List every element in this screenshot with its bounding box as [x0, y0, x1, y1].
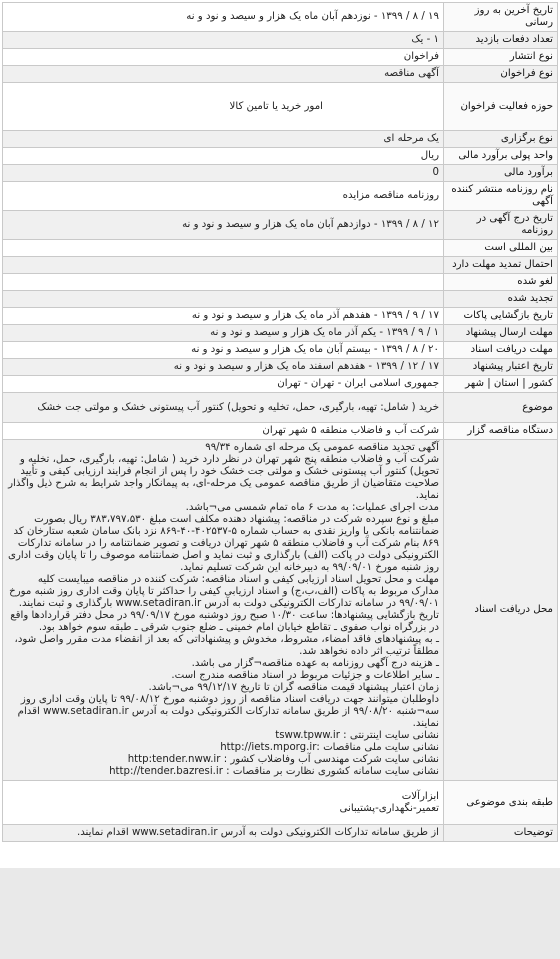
row-last-update	[3, 3, 558, 32]
row-category	[3, 781, 558, 825]
receive-place-value	[3, 440, 444, 781]
row-submission-deadline	[3, 325, 558, 342]
international-value	[3, 240, 444, 257]
newspaper-date-value: ۱۲ / ۸ / ۱۳۹۹ - دوازدهم آبان ماه یک هزار و سیصد و نود و نه	[3, 211, 444, 240]
cancelled-label: لغو شده	[444, 274, 558, 291]
currency-unit-label: واحد پولی برآورد مالی	[444, 148, 558, 165]
newspaper-label: نام روزنامه منتشر کننده آگهی	[444, 182, 558, 211]
row-subject	[3, 393, 558, 423]
call-type-value: آگهی مناقصه	[3, 66, 444, 83]
submission-deadline-value: ۱ / ۹ / ۱۳۹۹ - یکم آذر ماه یک هزار و سیصد و نود و نه	[3, 325, 444, 342]
row-cancelled	[3, 274, 558, 291]
website-line: نشانی سایت شرکت مهندسی آب وفاضلاب کشور : http:tender.nww.ir	[127, 754, 439, 765]
validity-date-value: ۱۷ / ۱۲ / ۱۳۹۹ - هفدهم اسفند ماه یک هزار و سیصد و نود و نه	[3, 359, 444, 376]
row-newspaper-date	[3, 211, 558, 240]
cancelled-value	[3, 274, 444, 291]
website-line: نشانی سایت اینترنتی : tsww.tpww.ir	[275, 730, 439, 741]
announcement-line: شرکت آب و فاضلاب منطقه پنج شهر تهران در نظر دارد خرید ( شامل: تهیه، بارگیری، حمل، تخلیه و تحویل) کنتور آب پیستونی خشک و مولتی جت خشک خود را پس از انجام فرایند ارزیابی کیفی و تأیید صلاحیت متقاضیان از طریق مناقصه عمومی یک مرحله-ای، به پیمانکار واجد شرایط به شرح ذیل واگذار نماید.	[8, 454, 439, 501]
document-deadline-label: مهلت دریافت اسناد	[444, 342, 558, 359]
activity-area-label: حوزه فعالیت فراخوان	[444, 83, 558, 131]
document-deadline-value: ۲۰ / ۸ / ۱۳۹۹ - بیستم آبان ماه یک هزار و سیصد و نود و نه	[3, 342, 444, 359]
renewed-value	[3, 291, 444, 308]
publish-type-value: فراخوان	[3, 49, 444, 66]
row-activity-area	[3, 83, 558, 131]
call-type-label: نوع فراخوان	[444, 66, 558, 83]
row-holding-type	[3, 131, 558, 148]
row-international	[3, 240, 558, 257]
row-opening-date	[3, 308, 558, 325]
row-receive-place	[3, 440, 558, 781]
notes-value: از طریق سامانه تدارکات الکترونیکی دولت به آدرس www.setadiran.ir اقدام نمایند.	[3, 825, 444, 842]
international-label: بین المللی است	[444, 240, 558, 257]
row-notes	[3, 825, 558, 842]
newspaper-date-label: تاریخ درج آگهی در روزنامه	[444, 211, 558, 240]
row-newspaper	[3, 182, 558, 211]
row-visit-count	[3, 32, 558, 49]
opening-date-value: ۱۷ / ۹ / ۱۳۹۹ - هفدهم آذر ماه یک هزار و سیصد و نود و نه	[3, 308, 444, 325]
tender-details-table	[2, 2, 558, 842]
row-organizer	[3, 423, 558, 440]
announcement-line: ـ هزینه درج آگهی روزنامه به عهده مناقصه¬گزار می باشد.	[191, 658, 439, 669]
page-bottom-area	[0, 868, 560, 959]
category-item: ابزارآلات	[401, 790, 439, 802]
row-call-type	[3, 66, 558, 83]
organizer-value: شرکت آب و فاضلاب منطقه ۵ شهر تهران	[3, 423, 444, 440]
financial-estimate-label: برآورد مالی	[444, 165, 558, 182]
category-item: تعمیر-نگهداری-پشتیبانی	[339, 802, 439, 814]
row-extension	[3, 257, 558, 274]
announcement-line: داوطلبان میتوانند جهت دریافت اسناد مناقصه از روز دوشنبه مورخ ۹۹/۰۸/۱۲ تا پایان وقت اداری روز سه¬شنبه ۹۹/۰۸/۲۰ از طریق سامانه تدارکات الکترونیکی دولت به آدرس www.setadiran.ir اقدام نمایند.	[17, 694, 439, 729]
holding-type-value: یک مرحله ای	[3, 131, 444, 148]
newspaper-value: روزنامه مناقصه مزایده	[3, 182, 444, 211]
last-update-label: تاریخ آخرین به روز رسانی	[444, 3, 558, 32]
renewed-label: تجدید شده	[444, 291, 558, 308]
extension-value	[3, 257, 444, 274]
announcement-line: مبلغ و نوع سپرده شرکت در مناقصه: پیشنهاد دهنده مکلف است مبلغ ۳۸۳،۷۹۷،۵۳۰ ریال بصورت ضمانتنامه بانکی یا واریز نقدی به حساب شماره ۵-۴۰۲۵۳۷-۴۰-۸۶۹ نزد بانک سامان شعبه ستارخان کد ۸۶۹ بنام شرکت آب و فاضلاب منطقه ۵ شهر تهران دریافت و تصویر ضمانتنامه را در سامانه تدارکات الکترونیکی دولت در پاکت (الف) بارگذاری و ثبت نماید و اصل ضمانتنامه موصوف را تا پایان وقت اداری روز شنبه مورخ ۹۹/۰۹/۰۱ به دبیرخانه این شرکت تسلیم نماید.	[7, 514, 439, 573]
subject-value: خرید ( شامل: تهیه، بارگیری، حمل، تخلیه و تحویل) کنتور آب پیستونی خشک و مولتی جت خشک	[3, 393, 444, 423]
website-line: نشانی سایت ملی مناقصات :http://iets.mporg.ir	[220, 742, 439, 753]
opening-date-label: تاریخ بازگشایی پاکات	[444, 308, 558, 325]
receive-place-label: محل دریافت اسناد	[444, 440, 558, 781]
currency-unit-value: ریال	[3, 148, 444, 165]
organizer-label: دستگاه مناقصه گزار	[444, 423, 558, 440]
subject-label: موضوع	[444, 393, 558, 423]
row-renewed	[3, 291, 558, 308]
submission-deadline-label: مهلت ارسال پیشنهاد	[444, 325, 558, 342]
visit-count-label: تعداد دفعات بازدید	[444, 32, 558, 49]
website-line: نشانی سایت سامانه کشوری نظارت بر مناقصات : http://tender.bazresi.ir	[109, 766, 439, 777]
announcement-line: ـ سایر اطلاعات و جزئیات مربوط در اسناد مناقصه مندرج است.	[171, 670, 439, 681]
row-publish-type	[3, 49, 558, 66]
announcement-line: زمان اعتبار پیشنهاد قیمت مناقصه گران تا تاریخ ۹۹/۱۲/۱۷ می¬باشد.	[148, 682, 439, 693]
location-label: کشور | استان | شهر	[444, 376, 558, 393]
row-validity-date	[3, 359, 558, 376]
visit-count-value: ۱ - یک	[3, 32, 444, 49]
row-currency-unit	[3, 148, 558, 165]
financial-estimate-value: 0	[3, 165, 444, 182]
row-document-deadline	[3, 342, 558, 359]
announcement-line: مدت اجرای عملیات: به مدت ۶ ماه تمام شمسی می¬باشد.	[185, 502, 439, 513]
extension-label: احتمال تمدید مهلت دارد	[444, 257, 558, 274]
last-update-value: ۱۹ / ۸ / ۱۳۹۹ - نوزدهم آبان ماه یک هزار و سیصد و نود و نه	[3, 3, 444, 32]
row-location	[3, 376, 558, 393]
activity-area-value: امور خرید یا تامین کالا	[3, 83, 444, 131]
announcement-line: مهلت و محل تحویل اسناد ارزیابی کیفی و اسناد مناقصه: شرکت کننده در مناقصه میبایست کلیه مدارک مربوط به پاکات (الف،ب،ج) و اسناد ارزیابی کیفی را حداکثر تا پایان وقت اداری روز شنبه مورخ ۹۹/۰۹/۰۱ در سامانه تدارکات الکترونیکی دولت به آدرس www.setadiran.ir بارگذاری و ثبت نمایند.	[9, 574, 439, 609]
announcement-line: ـ به پیشنهادهای فاقد امضاء، مشروط، مخدوش و پیشنهاداتی که بعد از انقضاء مدت مقرر واصل شود، مطلقاً ترتیب اثر داده نخواهد شد.	[14, 634, 439, 657]
validity-date-label: تاریخ اعتبار پیشنهاد	[444, 359, 558, 376]
publish-type-label: نوع انتشار	[444, 49, 558, 66]
notes-label: توضیحات	[444, 825, 558, 842]
announcement-line: تاریخ بازگشایی پیشنهادها: ساعت ۱۰/۳۰ صبح روز دوشنبه مورخ ۹۹/۰۹/۱۷ در محل دفتر قراردادها واقع در بزرگراه نواب صفوی ـ تقاطع خیابان امام خمینی ـ ضلع جنوب شرقی ـ طبقه سوم خواهد بود.	[10, 610, 439, 633]
location-value: جمهوری اسلامی ایران - تهران - تهران	[3, 376, 444, 393]
category-label: طبقه بندی موضوعی	[444, 781, 558, 825]
category-value	[3, 781, 444, 825]
announcement-line: آگهی تجدید مناقصه عمومی یک مرحله ای شماره ۹۹/۳۴	[205, 442, 439, 453]
row-financial-estimate	[3, 165, 558, 182]
holding-type-label: نوع برگزاری	[444, 131, 558, 148]
